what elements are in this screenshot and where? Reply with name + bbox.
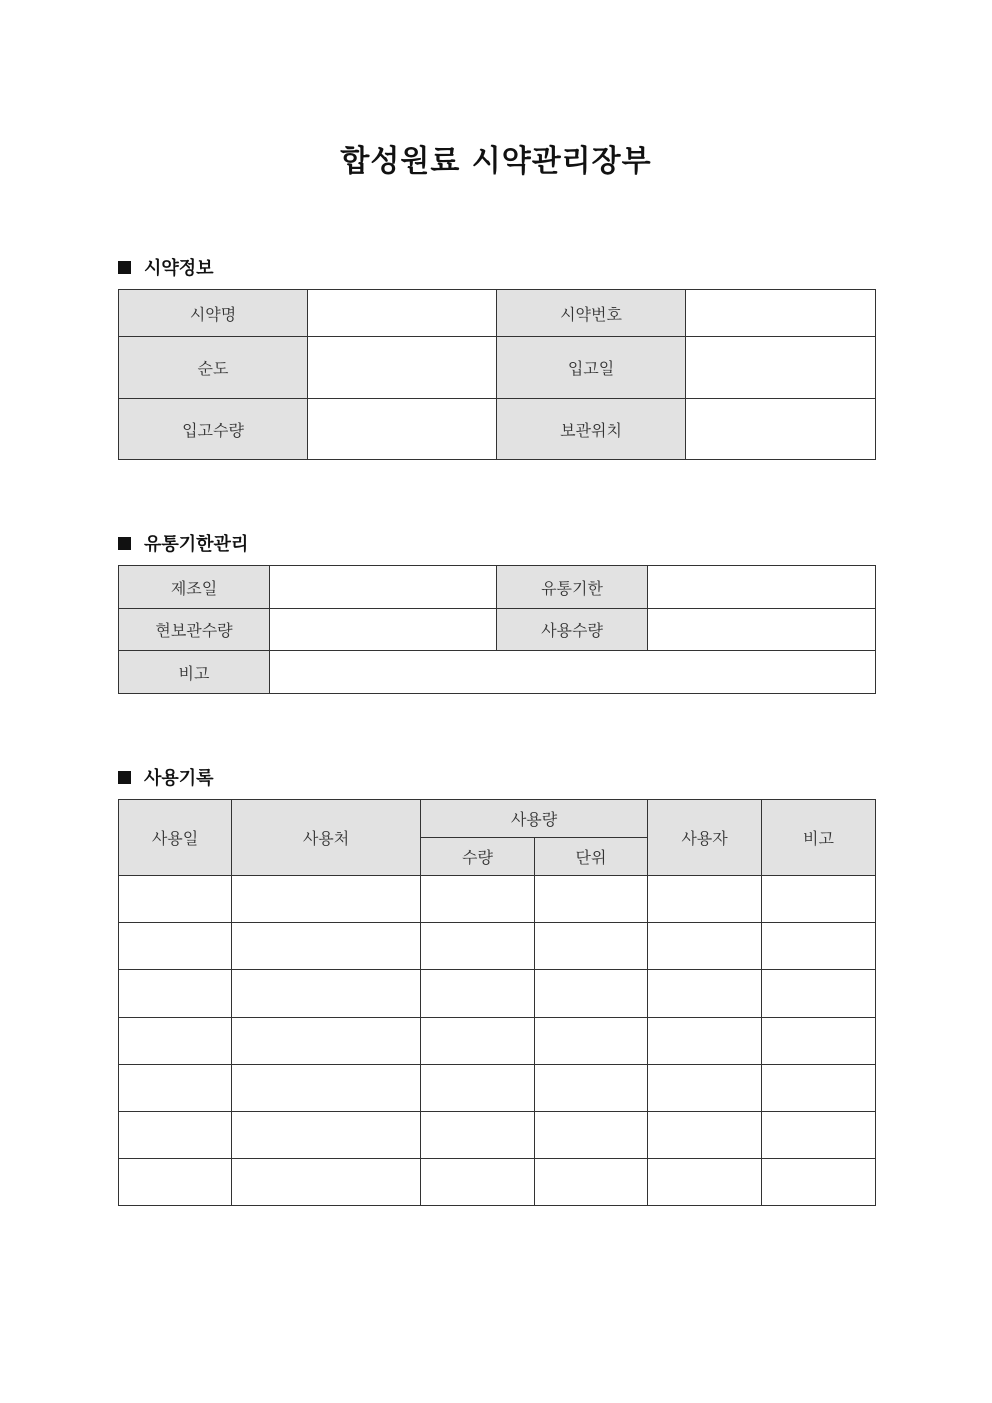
usage-place-cell[interactable] bbox=[232, 876, 421, 923]
usage-user-cell[interactable] bbox=[648, 1065, 762, 1112]
usage-quantity-header: 수량 bbox=[421, 838, 535, 876]
usage-unit-cell[interactable] bbox=[535, 923, 648, 970]
usage-quantity-cell[interactable] bbox=[421, 1018, 535, 1065]
page-title: 합성원료 시약관리장부 bbox=[340, 144, 652, 179]
usage-unit-cell[interactable] bbox=[535, 1065, 648, 1112]
used-quantity-label: 사용수량 bbox=[497, 609, 648, 651]
reagent-info-table bbox=[118, 289, 876, 460]
receipt-quantity-field[interactable] bbox=[308, 399, 497, 460]
usage-user-cell[interactable] bbox=[648, 1112, 762, 1159]
usage-note-header: 비고 bbox=[762, 800, 876, 876]
usage-date-cell[interactable] bbox=[119, 970, 232, 1018]
usage-note-cell[interactable] bbox=[762, 970, 876, 1018]
expiry-date-label: 유통기한 bbox=[497, 566, 648, 609]
purity-label: 순도 bbox=[119, 337, 308, 399]
usage-note-cell[interactable] bbox=[762, 876, 876, 923]
usage-note-cell[interactable] bbox=[762, 1159, 876, 1206]
usage-date-cell[interactable] bbox=[119, 1018, 232, 1065]
reagent-name-label: 시약명 bbox=[119, 290, 308, 337]
reagent-name-field[interactable] bbox=[308, 290, 497, 337]
section-heading-label: 사용기록 bbox=[144, 768, 214, 789]
usage-quantity-cell[interactable] bbox=[421, 970, 535, 1018]
usage-quantity-cell[interactable] bbox=[421, 876, 535, 923]
usage-place-cell[interactable] bbox=[232, 1159, 421, 1206]
usage-place-cell[interactable] bbox=[232, 1112, 421, 1159]
storage-location-field[interactable] bbox=[686, 399, 876, 460]
current-stock-label: 현보관수량 bbox=[119, 609, 270, 651]
usage-date-cell[interactable] bbox=[119, 1159, 232, 1206]
usage-place-cell[interactable] bbox=[232, 970, 421, 1018]
usage-quantity-cell[interactable] bbox=[421, 923, 535, 970]
usage-user-header: 사용자 bbox=[648, 800, 762, 876]
usage-note-cell[interactable] bbox=[762, 1018, 876, 1065]
section-heading-usage bbox=[118, 764, 214, 790]
usage-unit-cell[interactable] bbox=[535, 1112, 648, 1159]
usage-date-cell[interactable] bbox=[119, 876, 232, 923]
usage-user-cell[interactable] bbox=[648, 923, 762, 970]
square-bullet-icon bbox=[118, 261, 131, 274]
reagent-number-label: 시약번호 bbox=[497, 290, 686, 337]
usage-place-header: 사용처 bbox=[232, 800, 421, 876]
receipt-date-label: 입고일 bbox=[497, 337, 686, 399]
section-heading-label: 시약정보 bbox=[144, 258, 214, 279]
table-row bbox=[119, 970, 876, 1018]
used-quantity-field[interactable] bbox=[648, 609, 876, 651]
purity-field[interactable] bbox=[308, 337, 497, 399]
usage-unit-cell[interactable] bbox=[535, 1159, 648, 1206]
usage-unit-cell[interactable] bbox=[535, 876, 648, 923]
table-row bbox=[119, 1159, 876, 1206]
usage-note-cell[interactable] bbox=[762, 1112, 876, 1159]
expiry-date-field[interactable] bbox=[648, 566, 876, 609]
usage-log-table bbox=[118, 799, 876, 1206]
usage-date-cell[interactable] bbox=[119, 1065, 232, 1112]
usage-place-cell[interactable] bbox=[232, 1018, 421, 1065]
usage-date-cell[interactable] bbox=[119, 1112, 232, 1159]
usage-unit-cell[interactable] bbox=[535, 1018, 648, 1065]
current-stock-field[interactable] bbox=[270, 609, 497, 651]
receipt-date-field[interactable] bbox=[686, 337, 876, 399]
usage-unit-cell[interactable] bbox=[535, 970, 648, 1018]
section-heading-expiry bbox=[118, 530, 248, 556]
usage-user-cell[interactable] bbox=[648, 1159, 762, 1206]
usage-user-cell[interactable] bbox=[648, 970, 762, 1018]
section-heading-reagent-info bbox=[118, 254, 214, 280]
usage-place-cell[interactable] bbox=[232, 1065, 421, 1112]
table-row bbox=[119, 1018, 876, 1065]
table-row bbox=[119, 1065, 876, 1112]
square-bullet-icon bbox=[118, 537, 131, 550]
manufacture-date-field[interactable] bbox=[270, 566, 497, 609]
usage-date-cell[interactable] bbox=[119, 923, 232, 970]
square-bullet-icon bbox=[118, 771, 131, 784]
reagent-number-field[interactable] bbox=[686, 290, 876, 337]
expiry-table bbox=[118, 565, 876, 694]
usage-unit-header: 단위 bbox=[535, 838, 648, 876]
usage-quantity-cell[interactable] bbox=[421, 1065, 535, 1112]
receipt-quantity-label: 입고수량 bbox=[119, 399, 308, 460]
usage-quantity-cell[interactable] bbox=[421, 1159, 535, 1206]
table-row bbox=[119, 923, 876, 970]
usage-date-header: 사용일 bbox=[119, 800, 232, 876]
usage-user-cell[interactable] bbox=[648, 876, 762, 923]
usage-amount-header: 사용량 bbox=[421, 800, 648, 838]
table-row bbox=[119, 1112, 876, 1159]
usage-user-cell[interactable] bbox=[648, 1018, 762, 1065]
storage-location-label: 보관위치 bbox=[497, 399, 686, 460]
section-heading-label: 유통기한관리 bbox=[144, 534, 249, 555]
usage-note-cell[interactable] bbox=[762, 1065, 876, 1112]
usage-quantity-cell[interactable] bbox=[421, 1112, 535, 1159]
remarks-field[interactable] bbox=[270, 651, 876, 694]
usage-place-cell[interactable] bbox=[232, 923, 421, 970]
usage-note-cell[interactable] bbox=[762, 923, 876, 970]
remarks-label: 비고 bbox=[119, 651, 270, 694]
table-row bbox=[119, 876, 876, 923]
manufacture-date-label: 제조일 bbox=[119, 566, 270, 609]
